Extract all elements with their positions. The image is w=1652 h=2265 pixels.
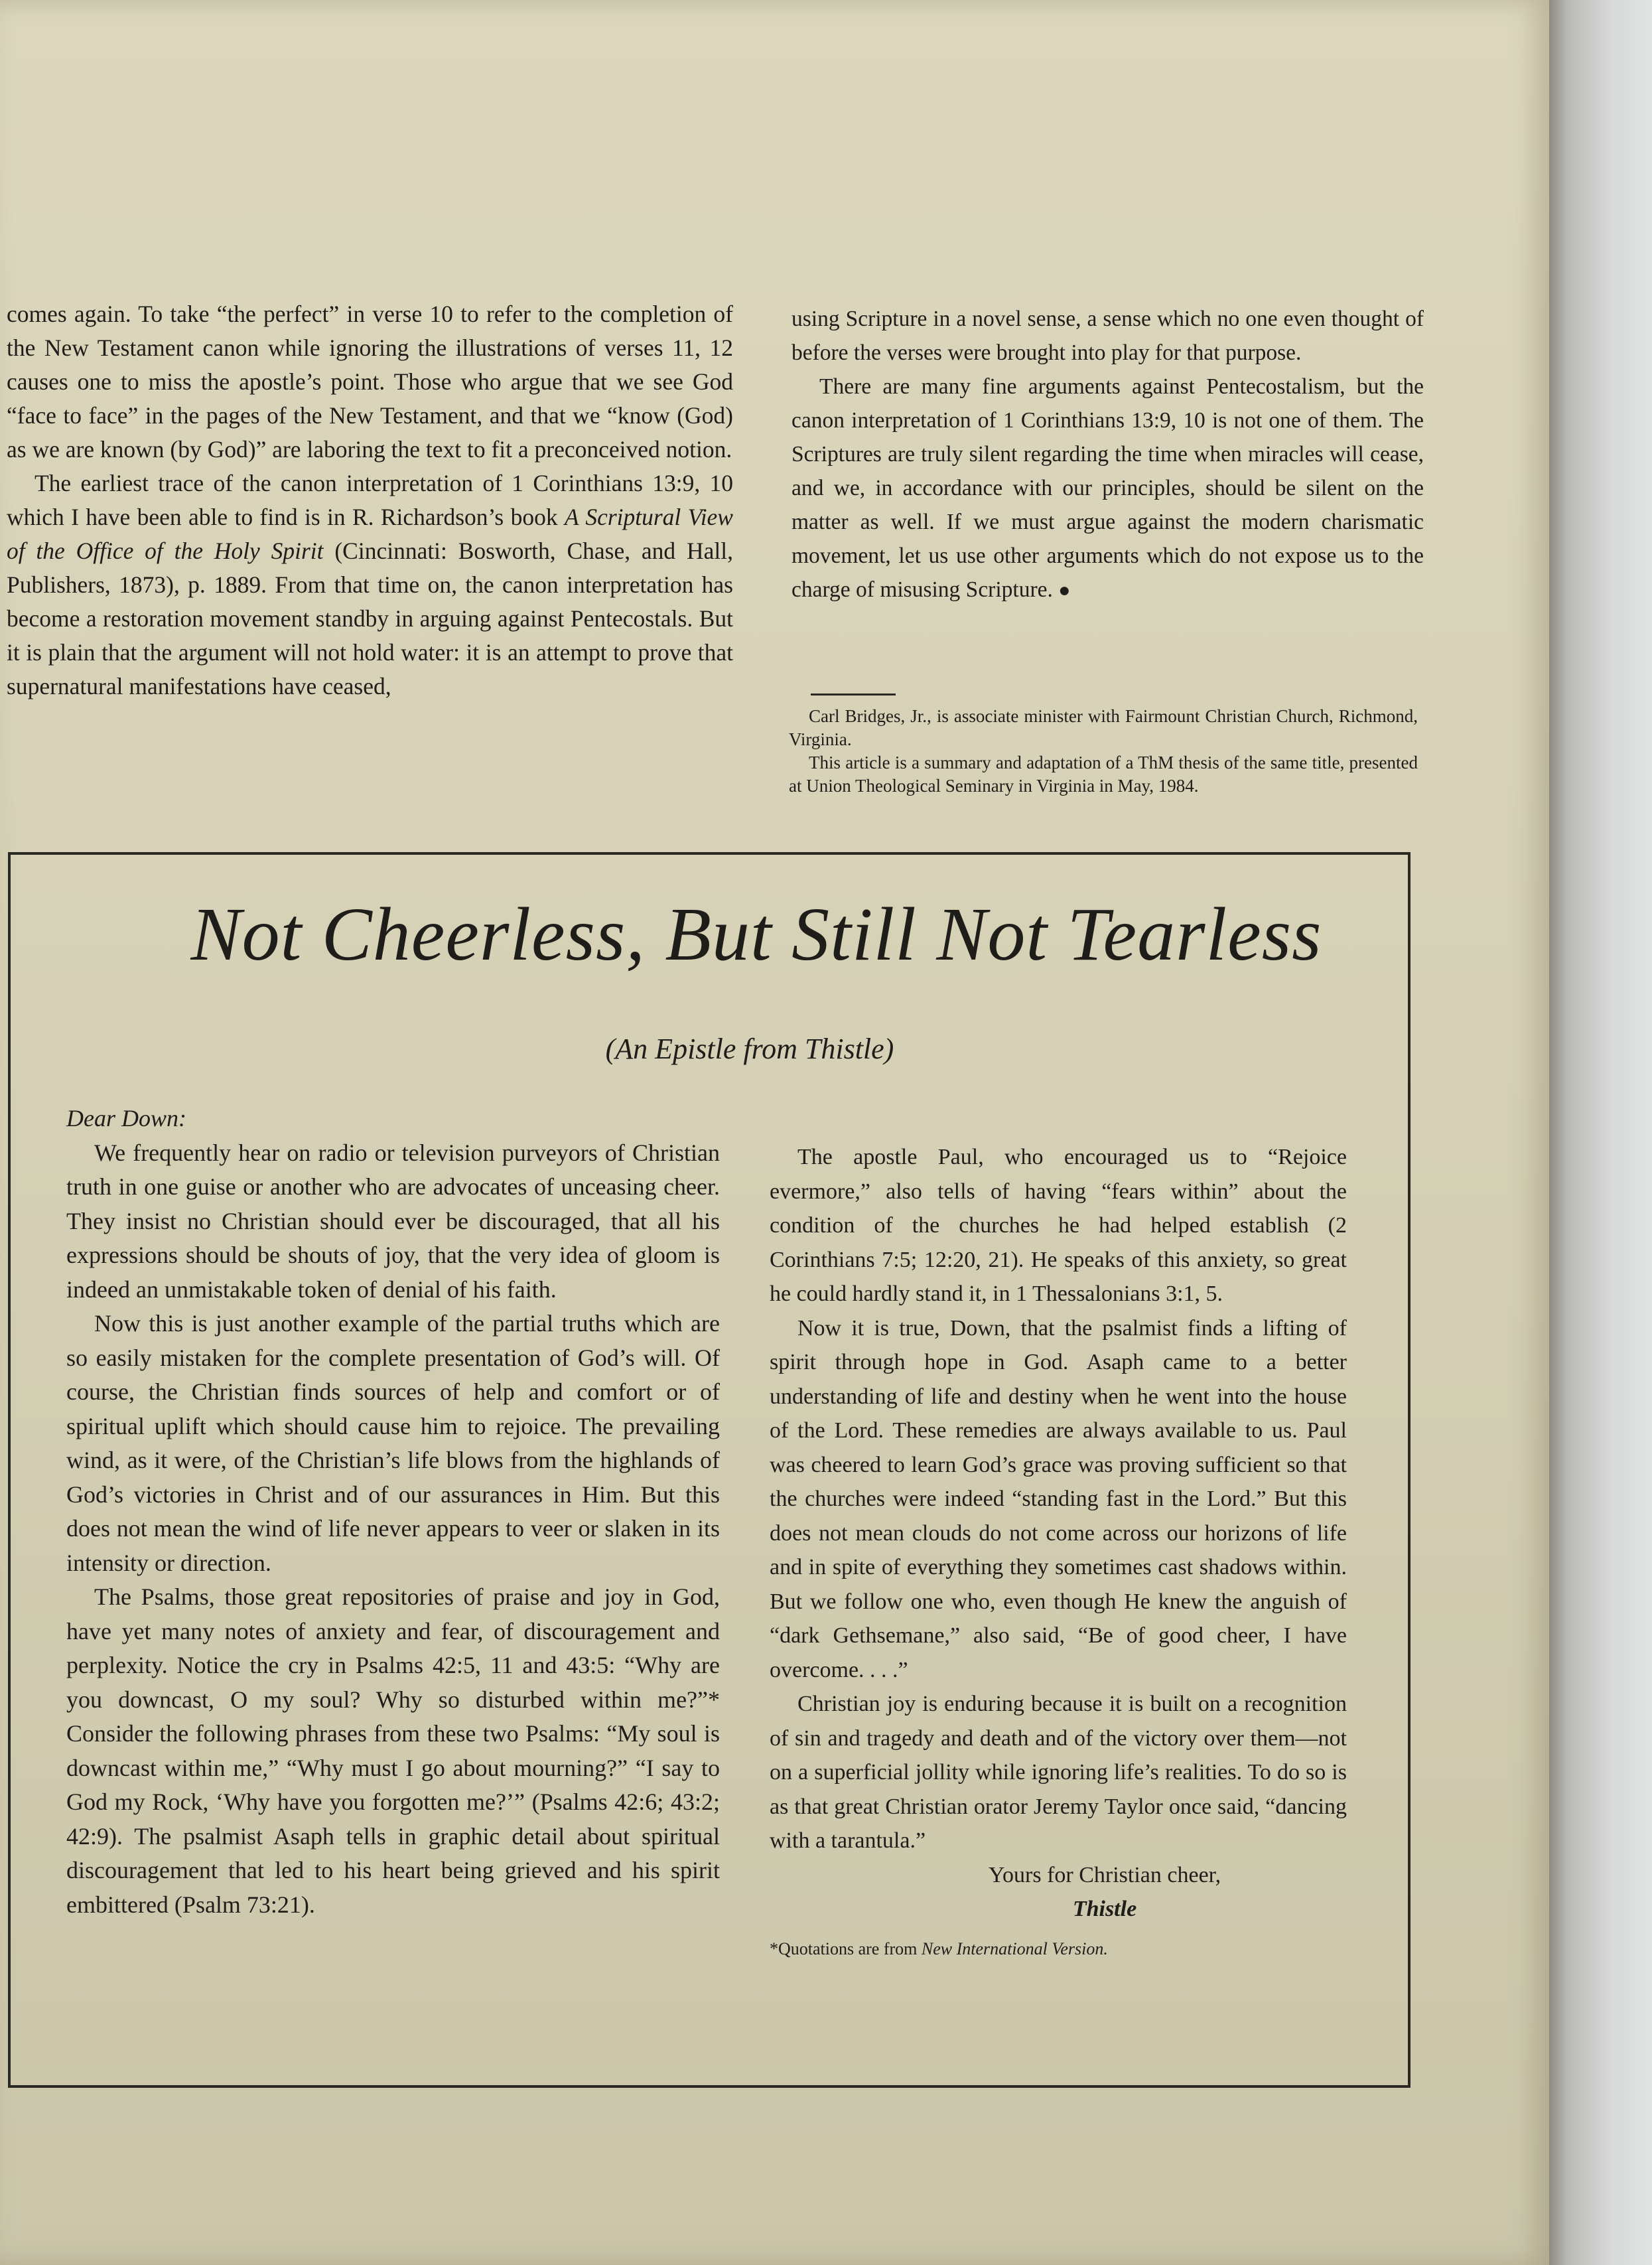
author-bio [789, 705, 1418, 798]
article-paragraph: comes again. To take “the perfect” in verse 10 to refer to the completion of the New Testament canon while ignoring the illustrations of verses 11, 12 causes one to miss the apostle’s point. Those who argue that we see God “face to face” in the pages of the New Testament, and that we “know (God) as we are known (by God)” are laboring the text to fit a preconceived notion. [7, 301, 733, 463]
article-text: (Cincinnati: Bosworth, Chase, and Hall, Publishers, 1873), p. 1889. From that time on, the canon interpretation has become a restoration movement standby in arguing against Pentecostals. But it is plain that the argument will not hold water: it is an attempt to prove that supernatural manifestations have ceased, [7, 538, 733, 699]
epistle-signature: Thistle [1072, 1897, 1137, 1921]
article-text: The earliest trace of the canon interpretation of 1 Corinthians 13:9, 10 which I have been able to find is in R. Richardson’s book [7, 470, 733, 530]
epistle-subtitle: (An Epistle from Thistle) [605, 1033, 894, 1065]
epistle-right-column [770, 1140, 1347, 1966]
epistle-title: Not Cheerless, But Still Not Tearless [190, 892, 1322, 976]
book-title: A Scriptural View of the Office of the Holy Spirit [7, 504, 733, 564]
footnote-source: New International Version. [921, 1938, 1108, 1958]
epistle-paragraph: Now it is true, Down, that the psalmist finds a lifting of spirit through hope in God. Asaph came to a better understanding of life and destiny when he went into the house of the Lord. These remedies are always available to us. Paul was cheered to learn God’s grace was proving sufficient so that the churches were indeed “standing fast in the Lord.” But this does not mean clouds do not come across our horizons of life and in spite of everything they sometimes cast shadows within. But we follow one who, even though He knew the anguish of “dark Gethsemane,” also said, “Be of good cheer, I have overcome. . . .” [770, 1315, 1347, 1682]
article-right-column [792, 302, 1424, 607]
epistle-footnote [770, 1932, 1347, 1966]
epistle-paragraph: We frequently hear on radio or television purveyors of Christian truth in one guise or another who are advocates of unceasing cheer. They insist no Christian should ever be discouraged, that all his expressions should be shouts of joy, that the very idea of gloom is indeed an unmistakable token of denial of his faith. [66, 1139, 720, 1303]
footnote-rule [811, 694, 896, 695]
article-text: There are many fine arguments against Pentecostalism, but the canon interpretation of 1 Corinthians 13:9, 10 is not one of them. The Scriptures are truly silent regarding the time when miracles will cease, and we, in accordance with our principles, should be silent on the matter as well. If we must argue against the modern charismatic movement, let us use other arguments which do not expose us to the charge of misusing Scripture. [792, 374, 1424, 602]
author-bio-line: Carl Bridges, Jr., is associate minister with Fairmount Christian Church, Richmond, Virginia. [789, 706, 1418, 749]
article-paragraph [792, 370, 1424, 607]
article-paragraph: using Scripture in a novel sense, a sense which no one even thought of before the verses were brought into play for that purpose. [792, 307, 1424, 365]
footnote-text: *Quotations are from [770, 1938, 922, 1958]
epistle-closing: Yours for Christian cheer, [988, 1862, 1221, 1887]
author-bio-line: This article is a summary and adaptation of a ThM thesis of the same title, presented at Union Theological Seminary in Virginia in May, 1984. [789, 753, 1418, 796]
epistle-left-column [66, 1102, 720, 1922]
article-paragraph [7, 467, 733, 703]
epistle-salutation: Dear Down: [66, 1105, 186, 1132]
end-of-article-bullet: ● [1058, 579, 1071, 601]
epistle-paragraph: The Psalms, those great repositories of praise and joy in God, have yet many notes of anxiety and fear, of discouragement and perplexity. Notice the cry in Psalms 42:5, 11 and 43:5: “Why are you downcast, O my soul? Why so disturbed within me?”* Consider the following phrases from these two Psalms: “My soul is downcast within me,” “Why must I go about mourning?” “I say to God my Rock, ‘Why have you forgotten me?’” (Psalms 42:6; 43:2; 42:9). The psalmist Asaph tells in graphic detail about spiritual discouragement that led to his heart being grieved and his spirit embittered (Psalm 73:21). [66, 1583, 720, 1918]
epistle-paragraph: The apostle Paul, who encouraged us to “Rejoice evermore,” also tells of having “fears within” about the condition of the churches he had helped establish (2 Corinthians 7:5; 12:20, 21). He speaks of this anxiety, so great he could hardly stand it, in 1 Thessalonians 3:1, 5. [770, 1145, 1347, 1306]
article-left-column [7, 297, 733, 703]
epistle-paragraph: Now this is just another example of the partial truths which are so easily mistaken for the complete presentation of God’s will. Of course, the Christian finds sources of help and comfort or of spiritual uplift which should cause him to rejoice. The prevailing wind, as it were, of the Christian’s life blows from the highlands of God’s victories in Christ and of our assurances in Him. But this does not mean the wind of life never appears to veer or slaken in its intensity or direction. [66, 1310, 720, 1576]
page-edge-shadow [1549, 0, 1652, 2265]
epistle-paragraph: Christian joy is enduring because it is built on a recognition of sin and tragedy and death and of the victory over them—not on a superficial jollity while ignoring life’s realities. To do so is as that great Christian orator Jeremy Taylor once said, “dancing with a tarantula.” [770, 1692, 1347, 1853]
